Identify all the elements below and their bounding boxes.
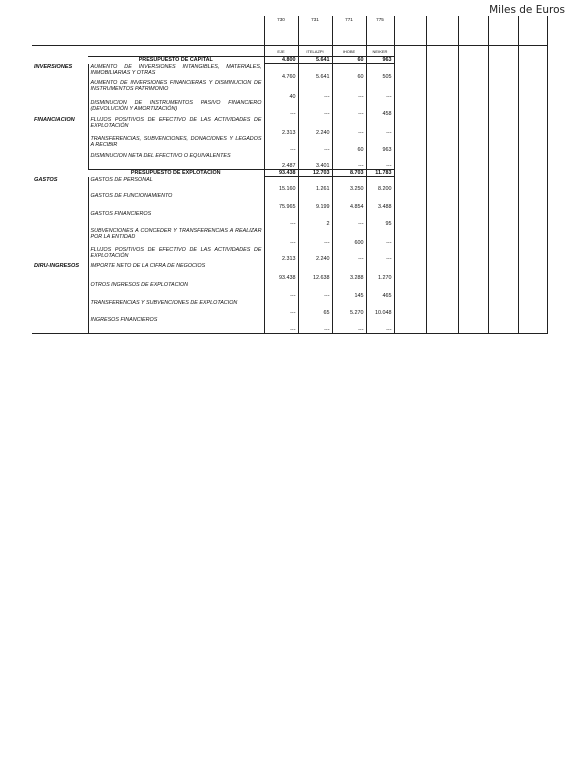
row-value: --- (332, 100, 366, 117)
row-description: IMPORTE NETO DE LA CIFRA DE NEGOCIOS (88, 263, 264, 282)
row-description: TRANSFERENCIAS, SUBVENCIONES, DONACIONES Y LEGADOS A RECIBIR (88, 136, 264, 153)
empty-column-cell (394, 136, 426, 153)
empty-column-cell (426, 317, 458, 334)
empty-column-cell (518, 228, 547, 247)
empty-column-cell (394, 57, 426, 64)
empty-column-cell (488, 317, 518, 334)
header-blank-desc (88, 16, 264, 46)
empty-column-cell (458, 169, 488, 176)
row-value: --- (366, 317, 394, 334)
empty-column-cell (458, 228, 488, 247)
empty-column-cell (426, 153, 458, 170)
row-value: 4.854 (332, 193, 366, 211)
column-name: IHOBE (332, 46, 366, 57)
empty-column-cell (394, 263, 426, 282)
empty-column-cell (458, 211, 488, 228)
empty-column-cell (458, 153, 488, 170)
table-row (32, 263, 547, 282)
column-name: NEIKER (366, 46, 394, 57)
empty-column-cell (518, 263, 547, 282)
empty-column-cell (488, 64, 518, 80)
row-value: 145 (332, 282, 366, 300)
header-blank-desc (88, 46, 264, 57)
empty-column-cell (458, 282, 488, 300)
row-value: 3.250 (332, 177, 366, 193)
row-value: --- (298, 80, 332, 100)
empty-column-cell (518, 153, 547, 170)
row-value: 1.261 (298, 177, 332, 193)
empty-column-cell (488, 300, 518, 317)
empty-column-cell (394, 100, 426, 117)
table-row (32, 177, 547, 193)
row-value: 3.288 (332, 263, 366, 282)
empty-column-cell (518, 211, 547, 228)
empty-column-cell (488, 80, 518, 100)
row-value: 963 (366, 136, 394, 153)
row-value: 40 (264, 80, 298, 100)
empty-column-cell (458, 46, 488, 57)
row-value: 15.160 (264, 177, 298, 193)
row-description: INGRESOS FINANCIEROS (88, 317, 264, 334)
empty-column-cell (426, 247, 458, 263)
empty-column-cell (458, 317, 488, 334)
row-group-label (32, 247, 88, 263)
row-value: --- (366, 117, 394, 136)
row-description: FLUJOS POSITIVOS DE EFECTIVO DE LAS ACTIVIDADES DE EXPLOTACIÓN (88, 117, 264, 136)
row-value: --- (332, 247, 366, 263)
row-description: DISMINUCIÓN DE INSTRUMENTOS PASIVO FINANCIERO (DEVOLUCIÓN Y AMORTIZACIÓN) (88, 100, 264, 117)
empty-column-cell (394, 80, 426, 100)
column-name: EJE (264, 46, 298, 57)
row-group-label (32, 193, 88, 211)
empty-column-cell (518, 64, 547, 80)
row-value: 65 (298, 300, 332, 317)
empty-column-cell (518, 300, 547, 317)
row-description: OTROS INGRESOS DE EXPLOTACIÓN (88, 282, 264, 300)
row-value: --- (366, 153, 394, 170)
row-value: 75.965 (264, 193, 298, 211)
row-value: 93.438 (264, 263, 298, 282)
table-row (32, 247, 547, 263)
empty-column-cell (394, 317, 426, 334)
row-value: 5.270 (332, 300, 366, 317)
column-code: 730 (264, 16, 298, 46)
empty-column-cell (394, 117, 426, 136)
section-total: 5.641 (298, 57, 332, 64)
row-value: --- (298, 136, 332, 153)
row-value: --- (298, 100, 332, 117)
empty-column-cell (394, 300, 426, 317)
table-row (32, 117, 547, 136)
empty-column-cell (458, 193, 488, 211)
row-value: --- (332, 317, 366, 334)
table-row (32, 64, 547, 80)
column-code: 731 (298, 16, 332, 46)
row-value: 8.200 (366, 177, 394, 193)
column-name: ITELAZPI (298, 46, 332, 57)
row-description: SUBVENCIONES A CONCEDER Y TRANSFERENCIAS A REALIZAR POR LA ENTIDAD (88, 228, 264, 247)
row-value: 60 (332, 64, 366, 80)
row-description: DISMINUCIÓN NETA DEL EFECTIVO O EQUIVALENTES (88, 153, 264, 170)
row-value: --- (298, 282, 332, 300)
empty-column-cell (458, 80, 488, 100)
empty-column-cell (518, 193, 547, 211)
empty-column-cell (426, 300, 458, 317)
row-value: 9.199 (298, 193, 332, 211)
row-value: --- (264, 282, 298, 300)
row-value: 1.270 (366, 263, 394, 282)
section-total: 963 (366, 57, 394, 64)
row-group-label (32, 80, 88, 100)
row-value: 2.240 (298, 117, 332, 136)
empty-column-cell (518, 247, 547, 263)
row-value: --- (366, 80, 394, 100)
section-title: PRESUPUESTO DE CAPITAL (88, 57, 264, 64)
row-group-label: FINANCIACION (34, 116, 75, 123)
section-total: 93.438 (264, 169, 298, 176)
empty-column-cell (458, 100, 488, 117)
empty-column-cell (518, 80, 547, 100)
budget-table (32, 16, 548, 334)
empty-column-cell (426, 136, 458, 153)
budget-table-container (32, 16, 547, 334)
row-description: FLUJOS POSITIVOS DE EFECTIVO DE LAS ACTIVIDADES DE EXPLOTACIÓN (88, 247, 264, 263)
empty-column-cell (394, 64, 426, 80)
row-value: --- (264, 317, 298, 334)
empty-column-cell (458, 136, 488, 153)
row-value: 10.048 (366, 300, 394, 317)
column-code: 771 (332, 16, 366, 46)
row-value: 2.313 (264, 247, 298, 263)
empty-column-cell (518, 100, 547, 117)
row-value: --- (332, 211, 366, 228)
empty-column-cell (426, 64, 458, 80)
empty-column-cell (488, 169, 518, 176)
unit-label: Miles de Euros (489, 4, 565, 16)
empty-column-cell (394, 247, 426, 263)
empty-column-cell (426, 46, 458, 57)
row-group-label (32, 100, 88, 117)
row-value: 95 (366, 211, 394, 228)
table-row (32, 80, 547, 100)
empty-column-cell (394, 169, 426, 176)
empty-column-cell (458, 57, 488, 64)
empty-column-cell (426, 177, 458, 193)
empty-column-cell (518, 117, 547, 136)
section-header-row (32, 169, 547, 176)
column-code: 775 (366, 16, 394, 46)
empty-column-cell (488, 100, 518, 117)
header-blank-left (32, 16, 88, 46)
empty-column-cell (518, 177, 547, 193)
empty-column-cell (518, 136, 547, 153)
row-value: 12.638 (298, 263, 332, 282)
row-group-label: DIRU-INGRESOS (34, 262, 80, 269)
row-value: 60 (332, 136, 366, 153)
row-group-label (32, 136, 88, 153)
row-group-label (32, 317, 88, 334)
empty-column-cell (458, 263, 488, 282)
empty-column-cell (394, 193, 426, 211)
row-group-label: INVERSIONES (34, 63, 73, 70)
row-value: 600 (332, 228, 366, 247)
empty-column-cell (488, 153, 518, 170)
header-names-row (32, 46, 547, 57)
empty-column-cell (518, 169, 547, 176)
empty-column-cell (488, 46, 518, 57)
empty-column-cell (426, 169, 458, 176)
empty-column-cell (488, 57, 518, 64)
section-header-row (32, 57, 547, 64)
empty-column-cell (426, 16, 458, 46)
table-row (32, 211, 547, 228)
table-row (32, 300, 547, 317)
empty-column-cell (426, 80, 458, 100)
empty-column-cell (426, 117, 458, 136)
table-row (32, 193, 547, 211)
row-value: --- (264, 300, 298, 317)
empty-column-cell (458, 177, 488, 193)
empty-column-cell (426, 211, 458, 228)
header-codes-row (32, 16, 547, 46)
table-row (32, 317, 547, 334)
empty-column-cell (488, 16, 518, 46)
section-total: 11.783 (366, 169, 394, 176)
row-value: 3.401 (298, 153, 332, 170)
empty-column-cell (426, 228, 458, 247)
row-group-label (32, 282, 88, 300)
empty-column-cell (426, 100, 458, 117)
empty-column-cell (394, 16, 426, 46)
empty-column-cell (458, 117, 488, 136)
row-value: --- (264, 100, 298, 117)
row-value: 505 (366, 64, 394, 80)
empty-column-cell (488, 177, 518, 193)
row-value: --- (332, 153, 366, 170)
row-value: 5.641 (298, 64, 332, 80)
row-value: 458 (366, 100, 394, 117)
row-value: --- (264, 228, 298, 247)
empty-column-cell (458, 64, 488, 80)
row-value: 4.760 (264, 64, 298, 80)
table-row (32, 228, 547, 247)
row-group-label (32, 211, 88, 228)
row-value: --- (332, 117, 366, 136)
empty-column-cell (488, 263, 518, 282)
row-value: 465 (366, 282, 394, 300)
empty-column-cell (488, 117, 518, 136)
table-row (32, 153, 547, 170)
row-description: TRANSFERENCIAS Y SUBVENCIONES DE EXPLOTACIÓN (88, 300, 264, 317)
header-blank-left (32, 46, 88, 57)
empty-column-cell (458, 300, 488, 317)
section-total: 8.703 (332, 169, 366, 176)
empty-column-cell (488, 247, 518, 263)
row-description: GASTOS FINANCIEROS (88, 211, 264, 228)
table-row (32, 282, 547, 300)
empty-column-cell (458, 16, 488, 46)
empty-column-cell (394, 177, 426, 193)
empty-column-cell (518, 282, 547, 300)
table-row (32, 136, 547, 153)
empty-column-cell (518, 57, 547, 64)
empty-column-cell (518, 16, 547, 46)
empty-column-cell (488, 228, 518, 247)
empty-column-cell (426, 282, 458, 300)
row-value: --- (264, 211, 298, 228)
row-value: 2.240 (298, 247, 332, 263)
table-row (32, 100, 547, 117)
empty-column-cell (394, 211, 426, 228)
empty-column-cell (458, 247, 488, 263)
row-value: --- (366, 247, 394, 263)
empty-column-cell (518, 46, 547, 57)
empty-column-cell (488, 136, 518, 153)
row-group-label: GASTOS (34, 176, 58, 183)
section-total: 4.800 (264, 57, 298, 64)
empty-column-cell (518, 317, 547, 334)
row-value: 2.313 (264, 117, 298, 136)
empty-column-cell (488, 193, 518, 211)
row-description: GASTOS DE FUNCIONAMIENTO (88, 193, 264, 211)
row-value: --- (298, 228, 332, 247)
empty-column-cell (426, 57, 458, 64)
section-total: 60 (332, 57, 366, 64)
row-description: AUMENTO DE INVERSIONES FINANCIERAS Y DISMINUCIÓN DE INSTRUMENTOS PATRIMONIO (88, 80, 264, 100)
row-group-label (32, 153, 88, 170)
row-value: 3.488 (366, 193, 394, 211)
empty-column-cell (394, 282, 426, 300)
empty-column-cell (394, 46, 426, 57)
section-title: PRESUPUESTO DE EXPLOTACIÓN (88, 169, 264, 176)
row-group-label (32, 300, 88, 317)
row-value: --- (366, 228, 394, 247)
empty-column-cell (394, 228, 426, 247)
row-description: GASTOS DE PERSONAL (88, 177, 264, 193)
row-value: 2 (298, 211, 332, 228)
row-value: --- (264, 136, 298, 153)
empty-column-cell (426, 263, 458, 282)
empty-column-cell (426, 193, 458, 211)
row-value: 2.487 (264, 153, 298, 170)
section-blank (32, 57, 88, 64)
empty-column-cell (488, 211, 518, 228)
empty-column-cell (394, 153, 426, 170)
section-total: 12.703 (298, 169, 332, 176)
row-value: --- (332, 80, 366, 100)
row-group-label (32, 228, 88, 247)
section-blank (32, 169, 88, 176)
row-description: AUMENTO DE INVERSIONES INTANGIBLES, MATERIALES, INMOBILIARIAS Y OTRAS (88, 64, 264, 80)
empty-column-cell (488, 282, 518, 300)
row-value: --- (298, 317, 332, 334)
